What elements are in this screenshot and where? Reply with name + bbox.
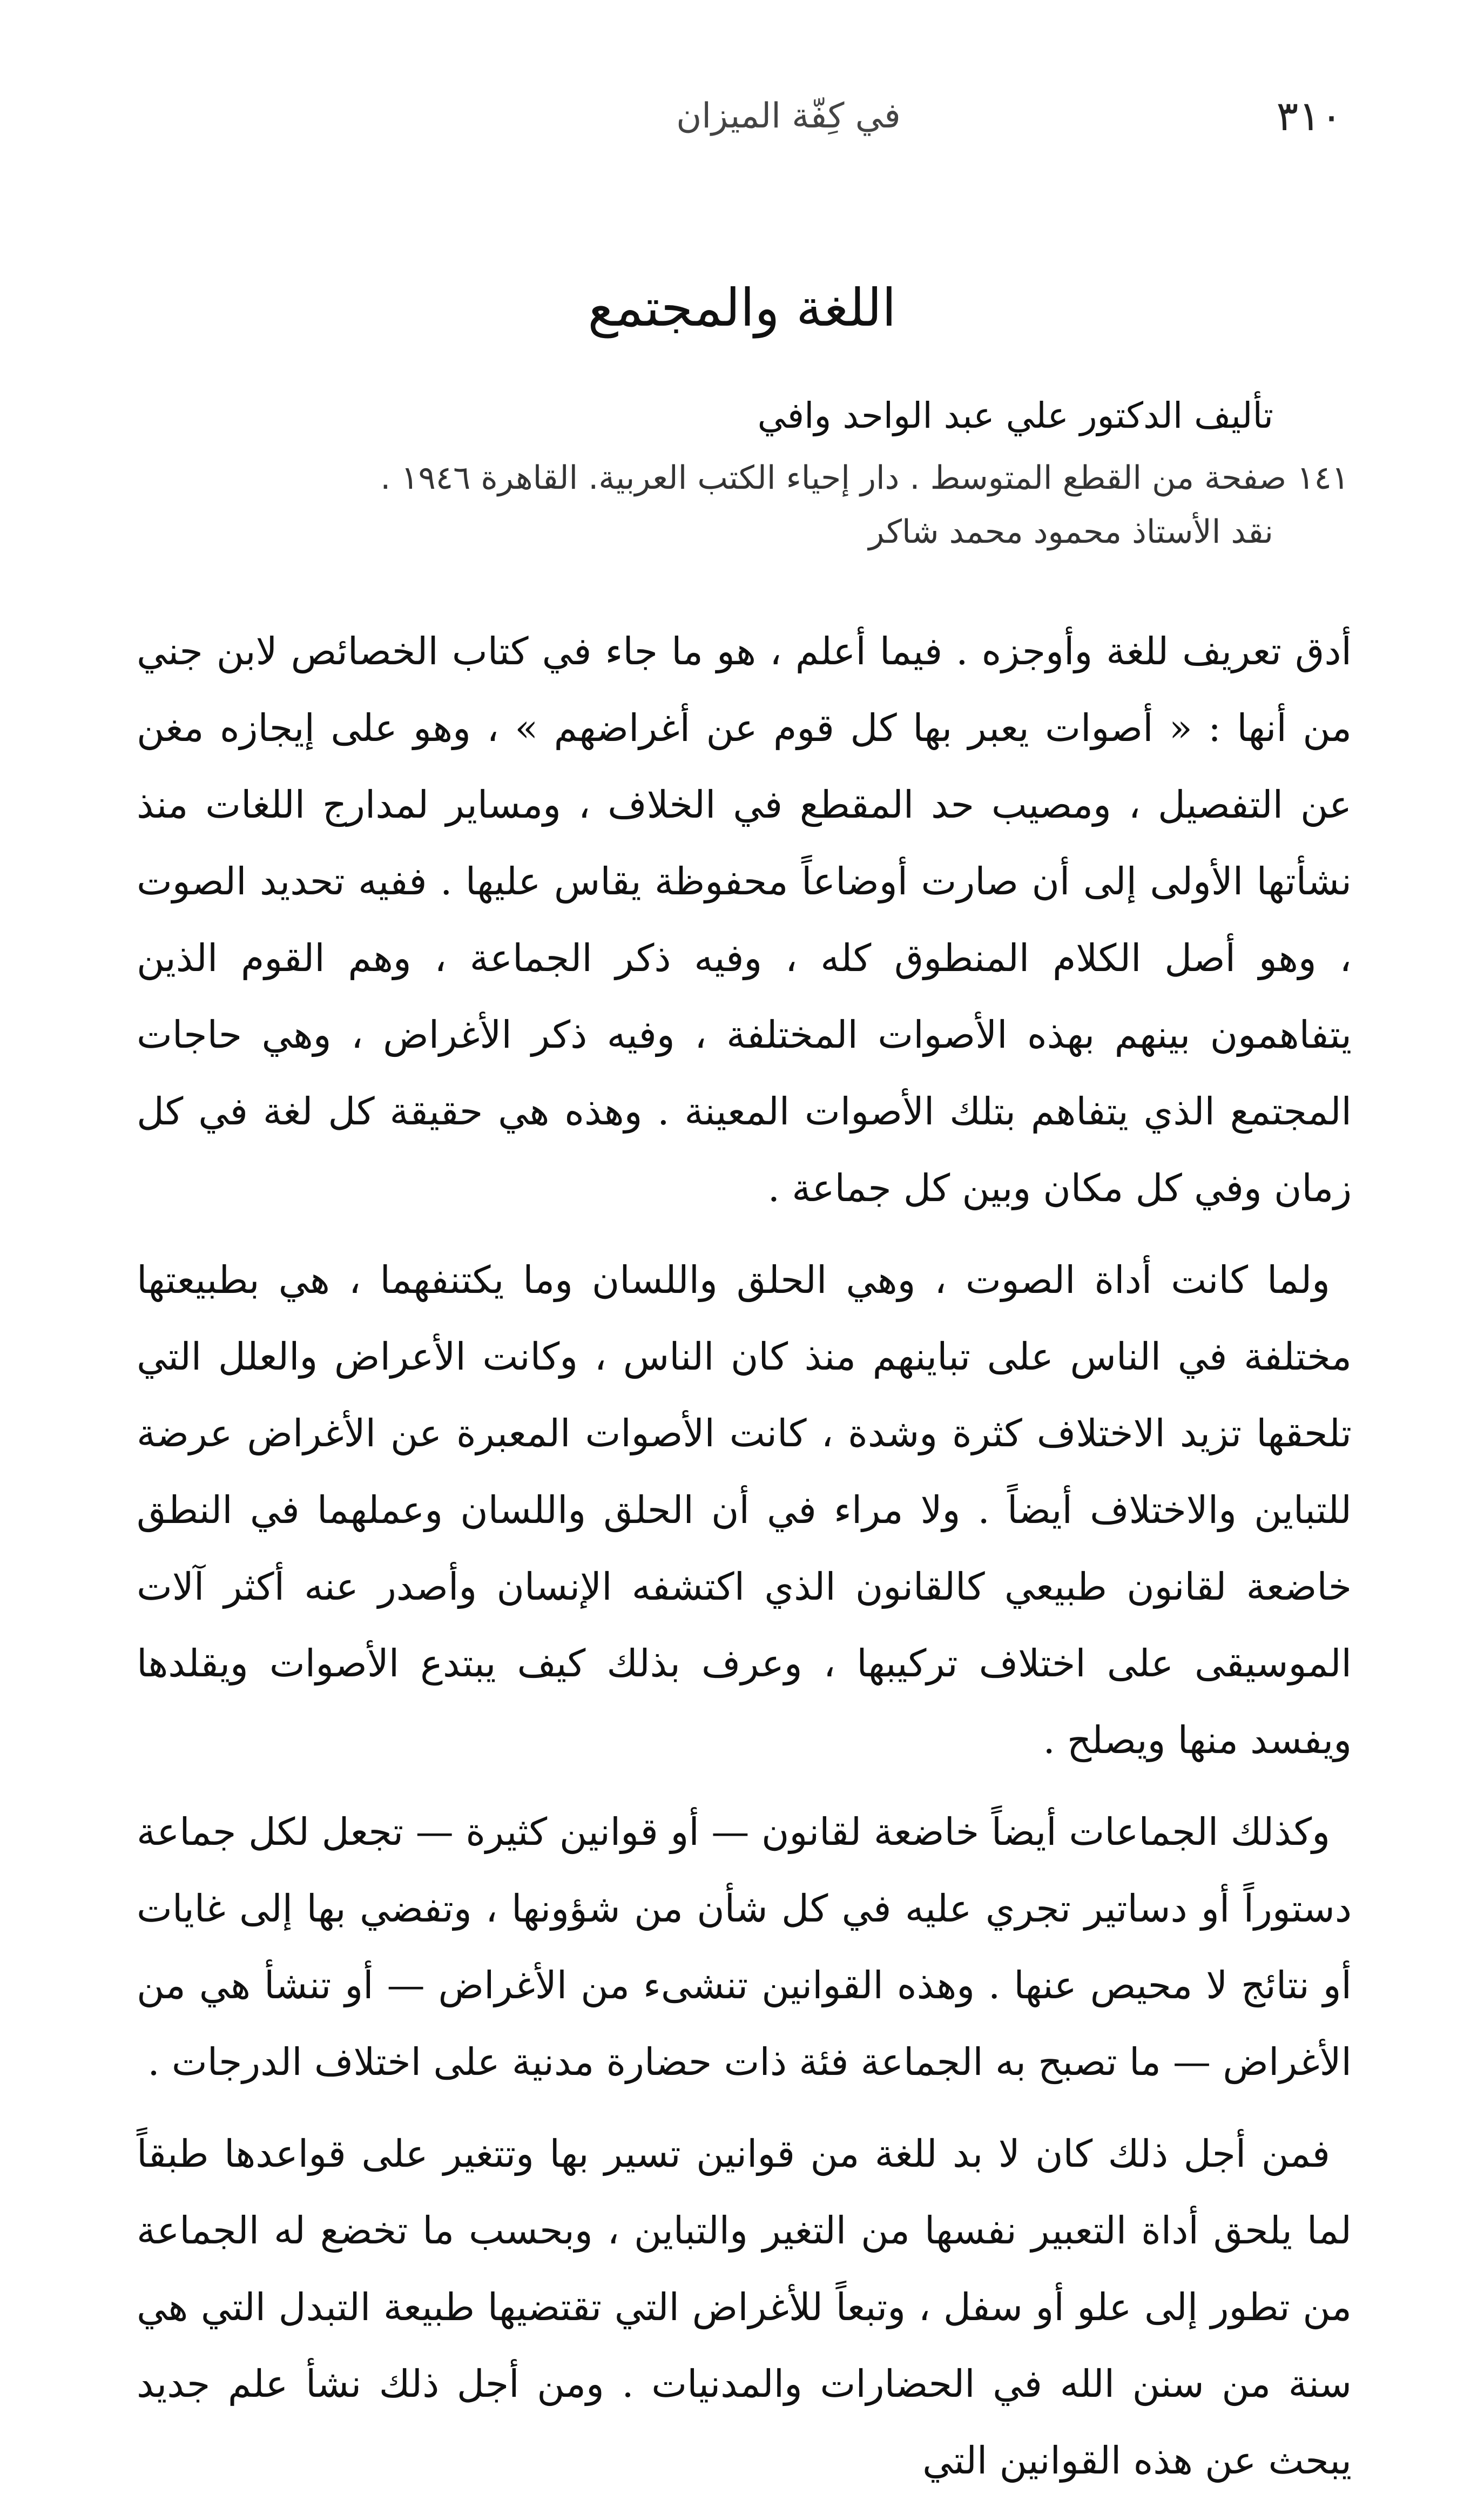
paragraph: فمن أجل ذلك كان لا بد للغة من قوانين تسير بها وتتغير على قواعدها طبقاً لما يلحق أداة التعبير نفسها من التغير والتباين ، وبحسب ما تخضع له الجماعة من تطور إلى علو أو سفل ، وتبعاً للأغراض التي تقتضيها طبيعة التبدل التي هي سنة من سنن الله في الحضارات والمدنيات . ومن أجل ذلك نشأ علم جديد يبحث عن هذه القوانين التي: [137, 2132, 1352, 2483]
article-body: [137, 613, 1352, 2514]
article-title: اللغة والمجتمع: [588, 278, 896, 338]
paragraph: وكذلك الجماعات أيضاً خاضعة لقانون — أو قوانين كثيرة — تجعل لكل جماعة دستوراً أو دساتير تجري عليه في كل شأن من شؤونها ، وتفضي بها إلى غايات أو نتائج لا محيص عنها . وهذه القوانين تنشىء من الأغراض — أو تنشأ هي من الأغراض — ما تصبح به الجماعة فئة ذات حضارة مدنية على اختلاف الدرجات .: [137, 1810, 1352, 2084]
page-number: ٣١٠: [1276, 92, 1343, 140]
paragraph: ولما كانت أداة الصوت ، وهي الحلق واللسان وما يكتنفهما ، هي بطبيعتها مختلفة في الناس على تباينهم منذ كان الناس ، وكانت الأعراض والعلل التي تلحقها تزيد الاختلاف كثرة وشدة ، كانت الأصوات المعبرة عن الأغراض عرضة للتباين والاختلاف أيضاً . ولا مراء في أن الحلق واللسان وعملهما في النطق خاضعة لقانون طبيعي كالقانون الذي اكتشفه الإنسان وأصدر عنه أكثر آلات الموسيقى على اختلاف تركيبها ، وعرف بذلك كيف يبتدع الأصوات ويقلدها ويفسد منها ويصلح .: [137, 1258, 1352, 1762]
running-title: في كِفّة الميزان: [676, 96, 901, 136]
article-author: تأليف الدكتور علي عبد الواحد وافي: [757, 395, 1273, 436]
critic-credit: نقد الأستاذ محمود محمد شاكر: [868, 513, 1273, 551]
running-header: [0, 86, 1484, 146]
publication-info: ١٤١ صفحة من القطع المتوسط . دار إحياء الكتب العربية. القاهرة ١٩٤٦ .: [380, 459, 1349, 497]
paragraph: أدق تعريف للغة وأوجزه . فيما أعلم ، هو ما جاء في كتاب الخصائص لابن جني من أنها : « أصوات يعبر بها كل قوم عن أغراضهم » ، وهو على إيجازه مغن عن التفصيل ، ومصيب حد المقطع في الخلاف ، ومساير لمدارج اللغات منذ نشأتها الأولى إلى أن صارت أوضاعاً محفوظة يقاس عليها . ففيه تحديد الصوت ، وهو أصل الكلام المنطوق كله ، وفيه ذكر الجماعة ، وهم القوم الذين يتفاهمون بينهم بهذه الأصوات المختلفة ، وفيه ذكر الأغراض ، وهي حاجات المجتمع الذي يتفاهم بتلك الأصوات المعينة . وهذه هي حقيقة كل لغة في كل زمان وفي كل مكان وبين كل جماعة .: [137, 629, 1352, 1210]
